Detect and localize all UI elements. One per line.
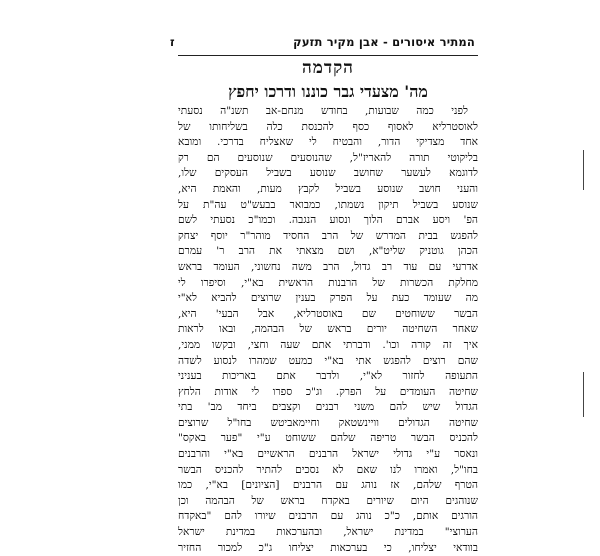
text-line: הבשר ששוחטים שם באוסטרליא, אבל הבעי' היא, [178,307,478,320]
page-number: ז [170,35,175,49]
text-line: שהם רוצים להפגש אתי בא"י כמעט שמהרו לנסוע לשדה [178,354,478,367]
text-line: להפגש בבית המדרש של הרב החסיד מוהר"ר יוסף יצחק [178,229,478,242]
text-line: בוודאי יצליחו, כי בערכאות יצליחו ג"כ למכור החזיר [178,541,478,554]
running-title: המתיר איסורים - אבן מקיר תזעק [293,35,475,49]
text-line: לפני כמה שבועות, בחודש מנחם-אב תשנ"ה נסעתי [178,105,468,117]
text-line: ונאסר ע"י גדולי ישראל הרבנים הראשיים בא"י והרבנים [178,448,478,461]
text-line: הכהן גוטניק שליט"א, ושם מצאתי את הרב ר' עמרם [178,245,478,258]
text-line: שנוסע בשביל תיקון נשמתו, כמבואר בבעש"ט עה"ת על [178,198,478,211]
text-line: בחו"ל, ואמרו לנו שאם לא נסכים להתיר להכניס הבשר [178,463,478,476]
text-line: שחיטה העומדים על הפרק. וג"כ ספרו לי אודות הלחץ [178,385,478,398]
text-line: להכניס הבשר טריפה שלהם ששוחט ע"י "פער באקס" [178,432,478,445]
text-line: שחיטה הגדולים וויינשטאק וחיימאביטש בחו"ל שרוצים [178,416,478,429]
body-text [178,104,478,556]
text-line: התעופה לחזור לא"י, ולדבר אתם באריכות בעניני [178,370,478,383]
text-line: בליקוטי תורה להאריז"ל, שהנוסעים שנוסעים הם רק [178,151,478,164]
text-line: הערוצי" במדינת ישראל, ובהערכאות במדינת ישראל [178,526,478,539]
text-line: הורגים אותם, כ"כ נוהג עם הרבנים שיורו להם "באקדח [178,510,478,523]
header-rule [178,55,478,56]
text-line: לדוגמא לעשער שחושב שנוסע בשביל העסקים שלו, [178,167,478,180]
text-line: לאוסטרליא לאסוף כסף להכנסת כלה בשליחותו של [178,120,478,133]
section-subtitle: מה' מצעדי גבר כוננו ודרכו יחפץ [228,82,428,101]
text-line: הטרף שלהם, אז נוהג עם הרבנים [הציונים] בא"י, כמו [178,479,478,492]
text-line: הגדול שיש להם משני רבנים וקצבים ביחד מב' בתי [178,401,478,414]
text-line: מחלקת הכשרות של הרבנות הראשית בא"י, וסיפרו לי [178,276,478,289]
text-line: שנוהגים היום שיורים באקדח בראש של הבהמה וכן [178,494,478,507]
section-title: הקדמה [302,58,354,78]
text-line: אחד מצדיקי הדור, והבטיח לי שאצליח בדרכי. ומובא [178,136,478,149]
text-line: איך זה קורה וכו'. ודברתי אתם שעה וחצי, ובקשו ממני, [178,338,478,351]
text-line: שאחר השחיטה יורים בראש של הבהמה, ובאו לראות [178,323,478,336]
scan-edge-mark [583,372,590,417]
text-line: הפ' ויסע אברם הלוך ונסוע הנגבה. וכמו"כ נסעתי לשם [178,214,478,227]
text-line: והעני חושב שנוסע בשביל לקבץ מעות, והאמת היא, [178,182,478,195]
scan-edge-mark [583,150,590,190]
text-line: אדרעי עם עוד רב גדול, הרב משה נחשוני, העומד בראש [178,260,478,273]
text-line: מה שעומד כעת על הפרק בענין שרוצים להביא לא"י [178,292,478,305]
